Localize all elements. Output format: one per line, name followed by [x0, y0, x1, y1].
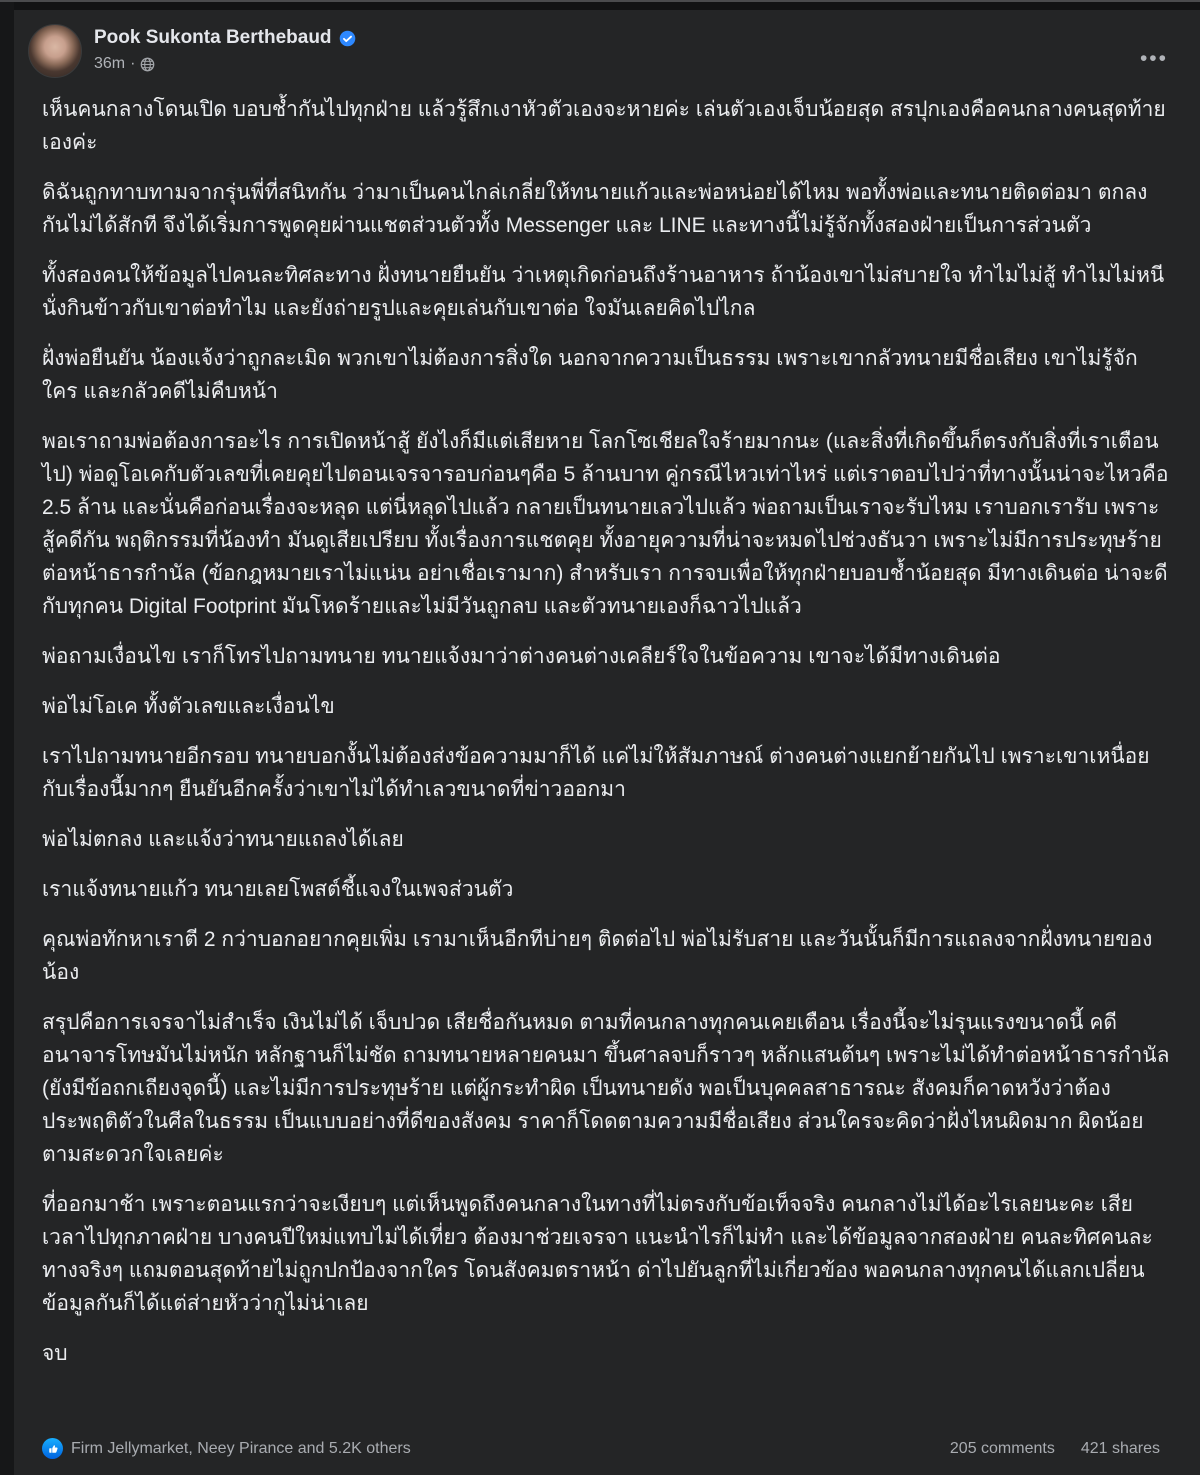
privacy-globe-icon	[140, 57, 155, 72]
post-paragraph: ทั้งสองคนให้ข้อมูลไปคนละทิศละทาง ฝั่งทนายยืนยัน ว่าเหตุเกิดก่อนถึงร้านอาหาร ถ้าน้องเขาไม่สบายใจ ทำไมไม่สู้ ทำไมไม่หนี นั่งกินข้าวกับเขาต่อทำไม และยังถ่ายรูปและคุยเล่นกับเขาต่อ ใจมันเลยคิดไปไกล	[42, 264, 1165, 320]
post-paragraph: เห็นคนกลางโดนเปิด บอบช้ำกันไปทุกฝ่าย แล้วรู้สึกเงาหัวตัวเองจะหายค่ะ เล่นตัวเองเจ็บน้อยสุด สรปุกเองคือคนกลางคนสุดท้ายเองค่ะ	[42, 98, 1166, 154]
post-paragraph: พ่อไม่ตกลง และแจ้งว่าทนายแถลงได้เลย	[42, 828, 404, 851]
post-paragraph: สรุปคือการเจรจาไม่สำเร็จ เงินไม่ได้ เจ็บปวด เสียชื่อกันหมด ตามที่คนกลางทุกคนเคยเตือน เรื่องนี้จะไม่รุนแรงขนาดนี้ คดีอนาจารโทษมันไม่หนัก หลักฐานก็ไม่ชัด ถามทนายหลายคนมา ขึ้นศาลจบก็ราวๆ หลักแสนต้นๆ เพราะไม่ได้ทำต่อหน้าธารกำนัล (ยังมีข้อถกเถียงจุดนี้) และไม่มีการประทุษร้าย แต่ผู้กระทำผิด เป็นทนายดัง พอเป็นบุคคลสาธารณะ สังคมก็คาดหวังว่าต้องประพฤติตัวในศีลในธรรม เป็นแบบอย่างที่ดีของสังคม ราคาก็โดดตามความมีชื่อเสียง ส่วนใครจะคิดว่าฝั่งไหนผิดมาก ผิดน้อย ตามสะดวกใจเลยค่ะ	[42, 1011, 1170, 1166]
page-background-strip	[14, 2, 1200, 10]
verified-badge-icon	[339, 30, 356, 47]
header-text	[94, 24, 356, 73]
post-paragraph: จบ	[42, 1342, 68, 1365]
post-paragraph: ฝั่งพ่อยืนยัน น้องแจ้งว่าถูกละเมิด พวกเขาไม่ต้องการสิ่งใด นอกจากความเป็นธรรม เพราะเขากลัวทนายมีชื่อเสียง เขาไม่รู้จักใคร และกลัวคดีไม่คืบหน้า	[42, 347, 1138, 403]
like-reaction-icon	[42, 1438, 63, 1459]
post-paragraph: พ่อถามเงื่อนไข เราก็โทรไปถามทนาย ทนายแจ้งมาว่าต่างคนต่างเคลียร์ใจในข้อความ เขาจะได้มีทางเดินต่อ	[42, 645, 1001, 668]
more-options-icon[interactable]: •••	[1139, 47, 1168, 70]
post-engagement-bar	[42, 1438, 1160, 1459]
post-body	[28, 93, 1174, 1370]
meta-separator: ·	[130, 55, 136, 72]
post-paragraph: พอเราถามพ่อต้องการอะไร การเปิดหน้าสู้ ยังไงก็มีแต่เสียหาย โลกโซเชียลใจร้ายมากนะ (และสิ่งที่เกิดขึ้นก็ตรงกับสิ่งที่เราเตือนไป) พ่อดูโอเคกับตัวเลขที่เคยคุยไปตอนเจรจารอบก่อนๆคือ 5 ล้านบาท คู่กรณีไหวเท่าไหร่ แต่เราตอบไปว่าที่ทางนั้นน่าจะไหวคือ 2.5 ล้าน และนั่นคือก่อนเรื่องจะหลุด แต่นี่หลุดไปแล้ว กลายเป็นทนายเลวไปแล้ว พ่อถามเป็นเราจะรับไหม เราบอกเรารับ เพราะสู้คดีกัน พฤติกรรมที่น้องทำ มันดูเสียเปรียบ ทั้งเรื่องการแชตคุย ทั้งอายุความที่น่าจะหมดไปช่วงธันวา เพราะไม่มีการประทุษร้ายต่อหน้าธารกำนัล (ข้อกฎหมายเราไม่แน่น อย่าเชื่อเรามาก) สำหรับเรา การจบเพื่อให้ทุกฝ่ายบอบช้ำน้อยสุด มีทางเดินต่อ น่าจะดีกับทุกคน Digital Footprint มันโหดร้ายและไม่มีวันถูกลบ และตัวทนายเองก็ฉาวไปแล้ว	[42, 430, 1169, 618]
facebook-post-card	[14, 10, 1200, 1475]
post-paragraph: เราไปถามทนายอีกรอบ ทนายบอกงั้นไม่ต้องส่งข้อความมาก็ได้ แค่ไม่ให้สัมภาษณ์ ต่างคนต่างแยกย้ายกันไป เพราะเขาเหนื่อยกับเรื่องนี้มากๆ ยืนยันอีกครั้งว่าเขาไม่ได้ทำเลวขนาดที่ข่าวออกมา	[42, 745, 1150, 801]
post-paragraph: ที่ออกมาช้า เพราะตอนแรกว่าจะเงียบๆ แต่เห็นพูดถึงคนกลางในทางที่ไม่ตรงกับข้อเท็จจริง คนกลางไม่ได้อะไรเลยนะคะ เสียเวลาไปทุกภาคฝ่าย บางคนปีใหม่แทบไม่ได้เที่ยว ต้องมาช่วยเจรจา แนะนำไรก็ไม่ทำ และได้ข้อมูลจากสองฝ่าย คนละทิศคนละทางจริงๆ แถมตอนสุดท้ายไม่ถูกปกป้องจากใคร โดนสังคมตราหน้า ด่าไปยันลูกที่ไม่เกี่ยวข้อง พอคนกลางทุกคนได้แลกเปลี่ยนข้อมูลกันก็ได้แต่ส่ายหัวว่ากูไม่น่าเลย	[42, 1193, 1153, 1315]
timestamp[interactable]: 36m	[94, 55, 126, 72]
reactions-names: Firm Jellymarket, Neey Pirance and 5.2K others	[71, 1439, 411, 1457]
author-name[interactable]: Pook Sukonta Berthebaud	[94, 27, 332, 48]
avatar[interactable]	[28, 24, 82, 78]
reactions-summary[interactable]	[42, 1438, 411, 1459]
post-paragraph: พ่อไม่โอเค ทั้งตัวเลขและเงื่อนไข	[42, 695, 335, 718]
post-header	[28, 24, 1174, 78]
comments-count[interactable]: 205 comments	[949, 1439, 1055, 1457]
post-paragraph: เราแจ้งทนายแก้ว ทนายเลยโพสต์ชี้แจงในเพจส่วนตัว	[42, 878, 514, 901]
post-meta	[94, 55, 356, 73]
page-background-gutter	[0, 2, 14, 1475]
engagement-counts	[950, 1440, 1160, 1458]
shares-count[interactable]: 421 shares	[1080, 1439, 1160, 1457]
post-paragraph: ดิฉันถูกทาบทามจากรุ่นพี่ที่สนิทกัน ว่ามาเป็นคนไกล่เกลี่ยให้ทนายแก้วและพ่อหน่อยได้ไหม พอทั้งพ่อและทนายติดต่อมา ตกลงกันไม่ได้สักที จึงได้เริ่มการพูดคุยผ่านแชตส่วนตัวทั้ง Messenger และ LINE และทางนี้ไม่รู้จักทั้งสองฝ่ายเป็นการส่วนตัว	[42, 181, 1148, 237]
post-paragraph: คุณพ่อทักหาเราตี 2 กว่าบอกอยากคุยเพิ่ม เรามาเห็นอีกทีบ่ายๆ ติดต่อไป พ่อไม่รับสาย และวันนั้นก็มีการแถลงจากฝั่งทนายของน้อง	[42, 928, 1153, 984]
